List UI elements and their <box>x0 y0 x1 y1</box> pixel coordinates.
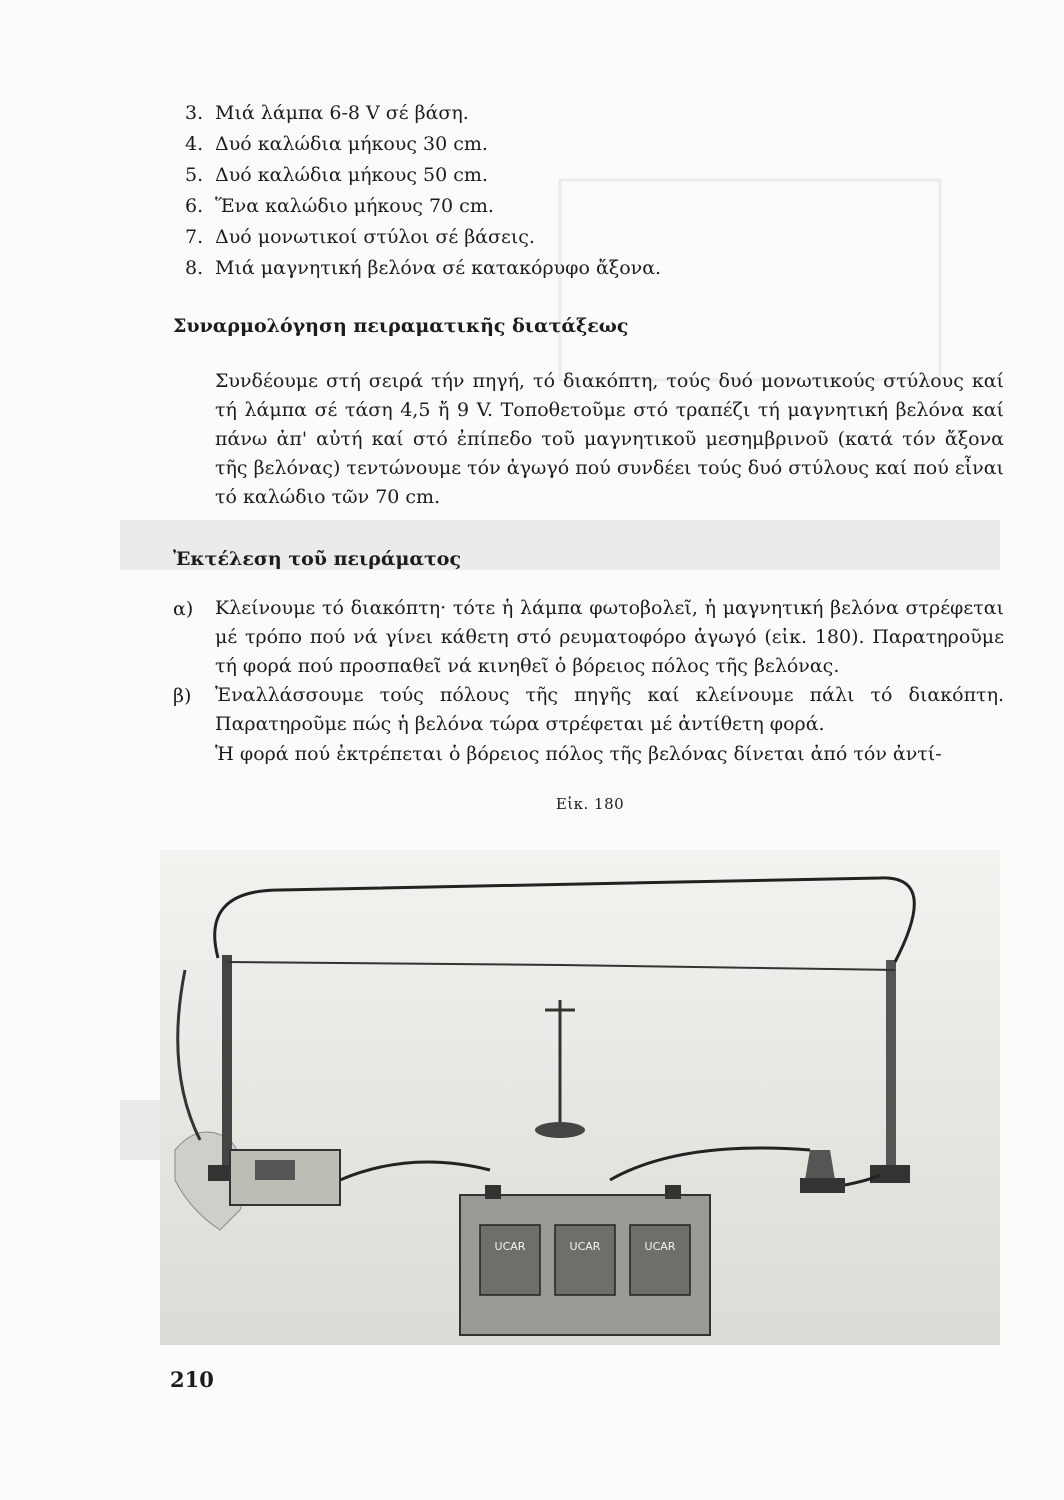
closing-line: Ἡ φορά πού ἐκτρέπεται ὁ βόρειος πόλος τῆς βελόνας δίνεται ἀπό τόν ἀντί- <box>215 743 942 765</box>
figure-caption: Εἰκ. 180 <box>555 795 625 813</box>
battery-label: UCAR <box>569 1240 601 1253</box>
list-item: 3. Μιά λάμπα 6-8 V σέ βάση. <box>185 102 469 124</box>
list-item: 8. Μιά μαγνητική βελόνα σέ κατακόρυφο ἄξονα. <box>185 257 662 279</box>
right-insulating-post <box>886 960 896 1175</box>
item-text-b: Ἐναλλάσσουμε τούς πόλους τῆς πηγῆς καί κλείνουμε πάλι τό διακόπτη. Παρατηροῦμε πώς ἡ βελόνα τώρα στρέφεται μέ ἀντίθετη φορά. <box>215 684 1004 735</box>
battery-terminal <box>665 1185 681 1199</box>
needle-base <box>535 1122 585 1138</box>
materials-list <box>185 98 661 284</box>
assembly-heading: Συναρμολόγηση πειραματικῆς διατάξεως <box>173 315 629 337</box>
battery-cell <box>555 1225 615 1295</box>
list-item: 4. Δυό καλώδια μήκους 30 cm. <box>185 133 488 155</box>
lamp-base <box>800 1178 845 1193</box>
item-text-a: Κλείνουμε τό διακόπτη· τότε ἡ λάμπα φωτοβολεῖ, ἡ μαγνητική βελόνα στρέφεται μέ τρόπο πού νά γίνει κάθετη στό ρευματοφόρο ἀγωγό (εἰκ. 180). Παρατηροῦμε τή φορά πού προσπαθεῖ νά κινηθεῖ ὁ βόρειος πόλος τῆς βελόνας. <box>215 597 1004 677</box>
execution-heading: Ἐκτέλεση τοῦ πειράματος <box>173 548 462 570</box>
list-item: 5. Δυό καλώδια μήκους 50 cm. <box>185 164 488 186</box>
item-label-a: α) <box>173 598 194 620</box>
right-post-base <box>870 1165 910 1183</box>
battery-label: UCAR <box>494 1240 526 1253</box>
page-number: 210 <box>170 1367 214 1392</box>
battery-terminal <box>485 1185 501 1199</box>
battery-cell <box>630 1225 690 1295</box>
item-label-b: β) <box>173 685 192 707</box>
left-insulating-post <box>222 955 232 1175</box>
list-item: 6. Ἕνα καλώδιο μήκους 70 cm. <box>185 195 494 217</box>
assembly-paragraph: Συνδέουμε στή σειρά τήν πηγή, τό διακόπτη, τούς δυό μονωτικούς στύλους καί τή λάμπα σέ τάση 4,5 ἤ 9 V. Τοποθετοῦμε στό τραπέζι τή μαγνητική βελόνα καί πάνω ἀπ' αὐτή καί στό ἐπίπεδο τοῦ μαγνητικοῦ μεσημβρινοῦ (κατά τόν ἄξονα τῆς βελόνας) τεντώνουμε τόν ἀγωγό πού συνδέει τούς δυό στύλους καί πού εἶναι τό καλώδιο τῶν 70 cm. <box>215 370 1004 508</box>
lamp-socket <box>805 1150 835 1180</box>
switch-lever <box>255 1160 295 1180</box>
battery-label: UCAR <box>644 1240 676 1253</box>
battery-cell <box>480 1225 540 1295</box>
list-item: 7. Δυό μονωτικοί στύλοι σέ βάσεις. <box>185 226 535 248</box>
experiment-photo <box>160 850 1000 1345</box>
